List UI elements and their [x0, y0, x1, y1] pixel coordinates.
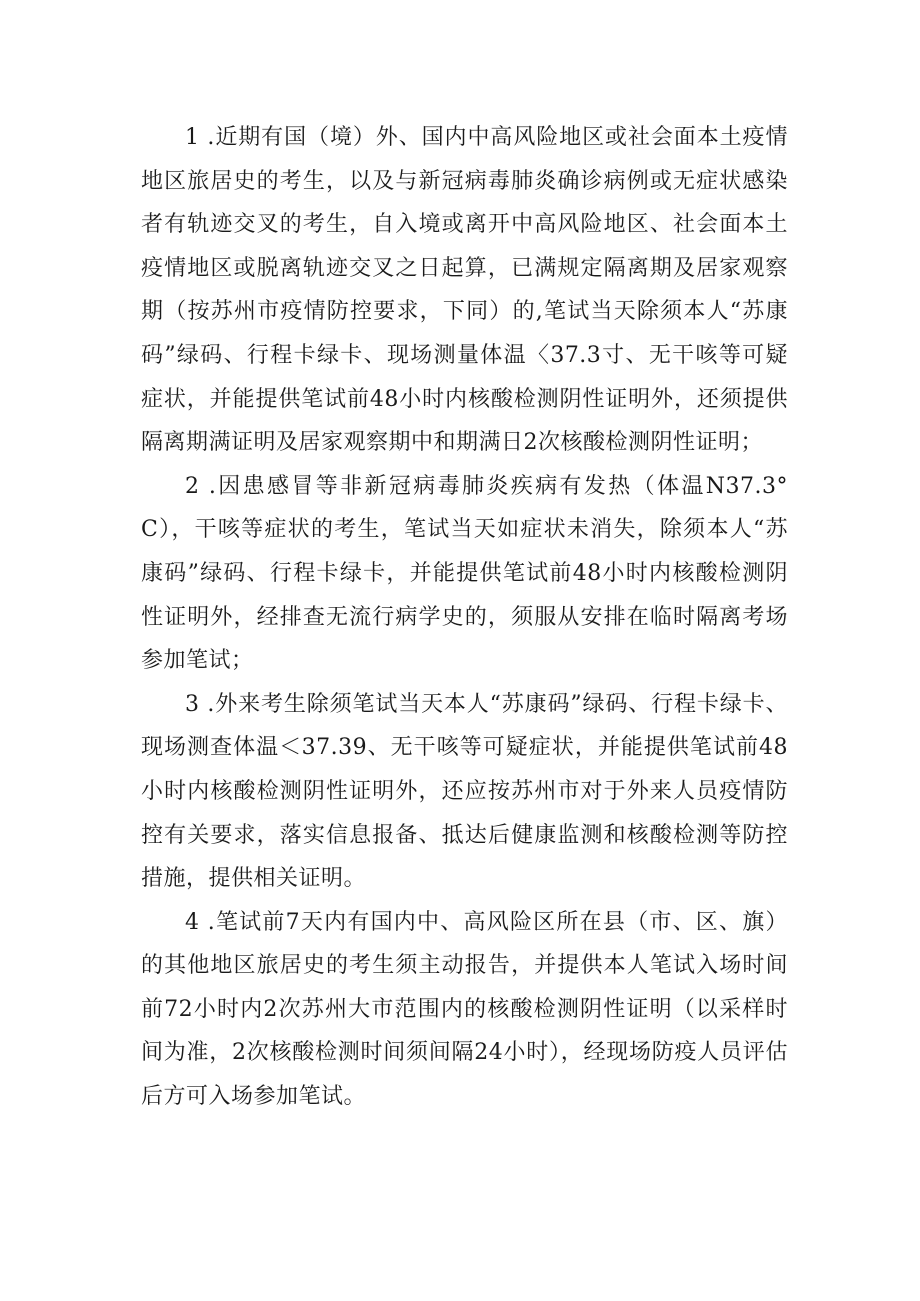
paragraph-item-1: 1 .近期有国（境）外、国内中高风险地区或社会面本土疫情地区旅居史的考生，以及与新冠病毒肺炎确诊病例或无症状感染者有轨迹交叉的考生，自入境或离开中高风险地区、社会面本土疫情地区或脱离轨迹交叉之日起算，已满规定隔离期及居家观察期（按苏州市疫情防控要求，下同）的,笔试当天除须本人“苏康码”绿码、行程卡绿卡、现场测量体温〈37.3寸、无干咳等可疑症状，并能提供笔试前48小时内核酸检测阴性证明外，还须提供隔离期满证明及居家观察期中和期满日2次核酸检测阴性证明；: [141, 125, 788, 456]
document-body: [141, 116, 788, 1119]
paragraph-item-3: 3 .外来考生除须笔试当天本人“苏康码”绿码、行程卡绿卡、现场测查体温＜37.39、无干咳等可疑症状，并能提供笔试前48小时内核酸检测阴性证明外，还应按苏州市对于外来人员疫情防控有关要求，落实信息报备、抵达后健康监测和核酸检测等防控措施，提供相关证明。: [141, 691, 788, 892]
paragraph-item-2: 2 .因患感冒等非新冠病毒肺炎疾病有发热（体温N37.3°C），干咳等症状的考生，笔试当天如症状未消失，除须本人“苏康码”绿码、行程卡绿卡，并能提供笔试前48小时内核酸检测阴性证明外，经排查无流行病学史的，须服从安排在临时隔离考场参加笔试；: [141, 473, 788, 674]
paragraph-item-4: 4 .笔试前7天内有国内中、高风险区所在县（市、区、旗）的其他地区旅居史的考生须主动报告，并提供本人笔试入场时间前72小时内2次苏州大市范围内的核酸检测阴性证明（以采样时间为准，2次核酸检测时间须间隔24小时），经现场防疫人员评估后方可入场参加笔试。: [141, 909, 788, 1110]
